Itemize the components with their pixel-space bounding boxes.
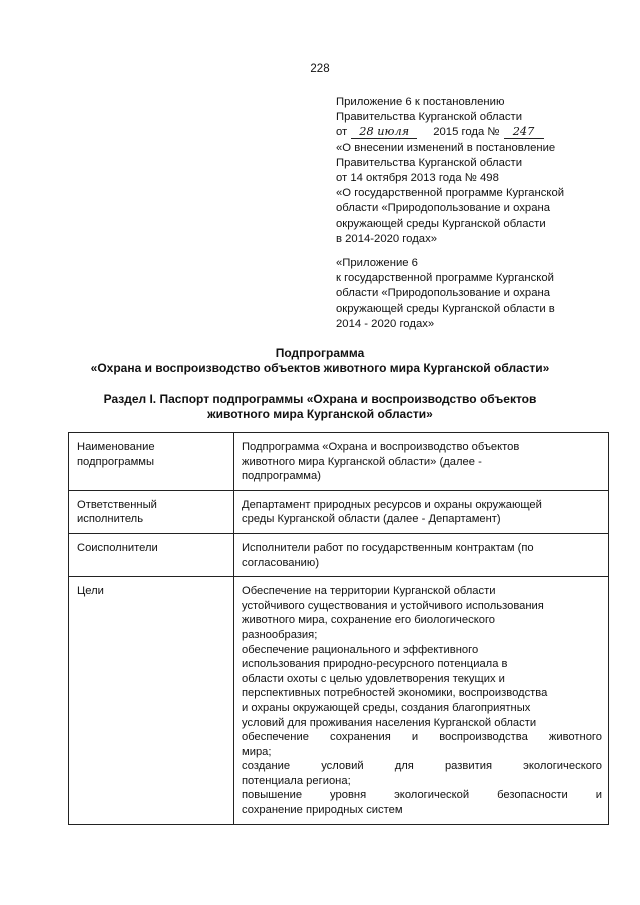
- row-label-line: Наименование: [77, 441, 155, 453]
- passport-table: [68, 432, 609, 825]
- row-content-cell: [234, 577, 609, 825]
- appendix2-line: к государственной программе Курганской: [336, 272, 554, 285]
- appendix-line: от 14 октября 2013 года № 498: [336, 172, 499, 185]
- appendix2-line: окружающей среды Курганской области в: [336, 302, 555, 315]
- table-row: [69, 433, 609, 491]
- subprogram-title: [0, 346, 640, 376]
- row-label-line: Соисполнители: [77, 541, 158, 554]
- row-label-line: подпрограммы: [77, 455, 155, 468]
- row-content-line: обеспечение рационального и эффективного: [242, 643, 479, 656]
- section-line: животного мира Курганской области»: [207, 407, 433, 421]
- row-content-line: сохранение природных систем: [242, 804, 403, 817]
- appendix-header: [336, 95, 611, 247]
- row-content-line: использования природно-ресурсного потенциала в: [242, 658, 508, 671]
- row-label-cell: [69, 433, 234, 491]
- row-label-cell: [69, 490, 234, 533]
- row-content-cell: [234, 433, 609, 491]
- row-content-cell: [234, 533, 609, 576]
- appendix-line: Правительства Курганской области: [336, 111, 523, 124]
- appendix2-line: 2014 - 2020 годах»: [336, 317, 435, 330]
- handwritten-date: 28 июля: [351, 126, 417, 139]
- appendix-line: области «Природопользование и охрана: [336, 202, 551, 215]
- table-row: [69, 533, 609, 576]
- row-label-line: исполнитель: [77, 513, 144, 526]
- handwritten-number: 247: [504, 126, 544, 139]
- table-row: [69, 490, 609, 533]
- row-content-line: мира;: [242, 745, 272, 758]
- row-content-line: создание условий для развития экологического: [242, 760, 602, 773]
- row-label-cell: [69, 533, 234, 576]
- section-heading: [0, 392, 640, 422]
- row-label-line: Ответственный: [77, 498, 157, 511]
- appendix-line: окружающей среды Курганской области: [336, 217, 546, 230]
- row-content-line: повышение уровня экологической безопасности и: [242, 789, 602, 802]
- appendix-program-header: [336, 256, 616, 332]
- appendix2-line: «Приложение 6: [336, 257, 418, 269]
- row-label-cell: [69, 577, 234, 825]
- row-content-line: Обеспечение на территории Курганской области: [242, 585, 496, 598]
- row-content-line: области охоты с целью удовлетворения текущих и: [242, 672, 505, 685]
- title-line: Подпрограмма: [275, 346, 365, 360]
- appendix-line: «О внесении изменений в постановление: [336, 141, 556, 154]
- row-label-line: Цели: [77, 585, 104, 598]
- row-content-line: разнообразия;: [242, 628, 318, 641]
- row-content-line: условий для проживания населения Курганской области: [242, 716, 537, 729]
- from-label: от: [336, 126, 348, 139]
- title-line: «Охрана и воспроизводство объектов животного мира Курганской области»: [90, 361, 550, 375]
- row-content-line: Исполнители работ по государственным контрактам (по: [242, 541, 534, 554]
- section-line: Раздел I. Паспорт подпрограммы «Охрана и воспроизводство объектов: [103, 392, 537, 406]
- row-content-line: устойчивого существования и устойчивого использования: [242, 599, 544, 612]
- appendix-line: в 2014-2020 годах»: [336, 232, 438, 245]
- passport-table-body: [69, 433, 609, 825]
- row-content-line: среды Курганской области (далее - Департамент): [242, 513, 501, 526]
- appendix-line: «О государственной программе Курганской: [336, 187, 565, 200]
- row-content-line: Департамент природных ресурсов и охраны окружающей: [242, 498, 542, 511]
- appendix-line: Правительства Курганской области: [336, 156, 523, 169]
- row-content-line: подпрограмма): [242, 470, 321, 483]
- row-content-line: потенциала региона;: [242, 774, 351, 787]
- appendix-line: Приложение 6 к постановлению: [336, 96, 505, 108]
- row-content-line: перспективных потребностей экономики, воспроизводства: [242, 687, 548, 700]
- table-row: [69, 577, 609, 825]
- row-content-line: животного мира Курганской области» (далее -: [242, 455, 482, 468]
- row-content-line: и охраны окружающей среды, создания благоприятных: [242, 701, 531, 714]
- row-content-cell: [234, 490, 609, 533]
- appendix-date-line: [336, 125, 611, 140]
- row-content-line: Подпрограмма «Охрана и воспроизводство объектов: [242, 441, 520, 453]
- appendix2-line: области «Природопользование и охрана: [336, 287, 551, 300]
- row-content-line: согласованию): [242, 556, 320, 569]
- year-text: 2015 года №: [433, 126, 500, 139]
- page-number: 228: [310, 63, 330, 75]
- row-content-line: животного мира, сохранение его биологического: [242, 614, 495, 627]
- row-content-line: обеспечение сохранения и воспроизводства животного: [242, 731, 602, 744]
